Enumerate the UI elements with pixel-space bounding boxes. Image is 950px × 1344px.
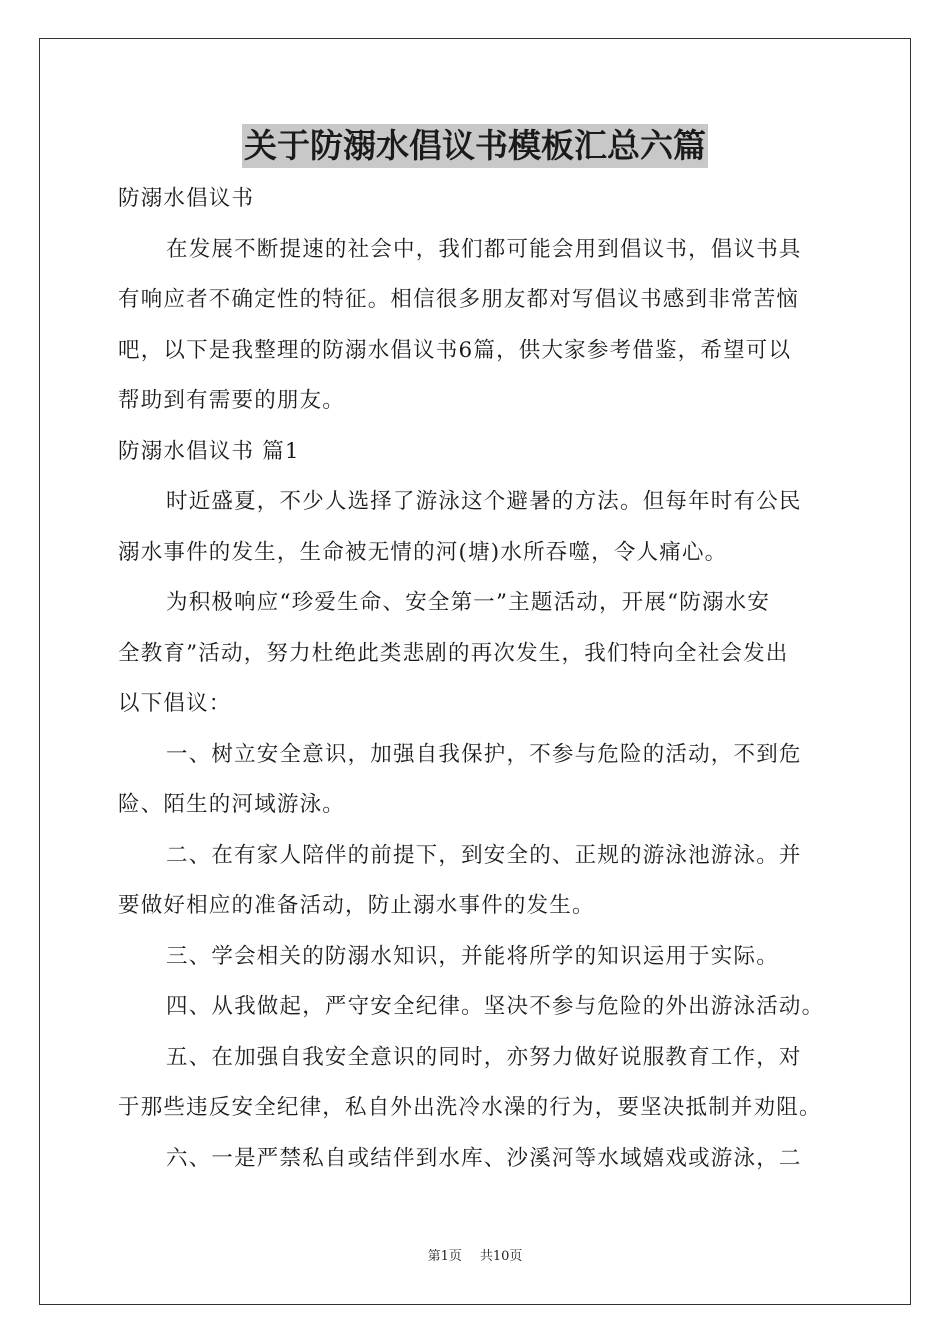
paragraph-line: 溺水事件的发生，生命被无情的河(塘)水所吞噬，令人痛心。 xyxy=(118,539,728,565)
paragraph-line: 为积极响应“珍爱生命、安全第一”主题活动，开展“防溺水安 xyxy=(166,590,771,615)
paragraph-line: 以下倡议： xyxy=(118,691,232,716)
paragraph-line: 时近盛夏，不少人选择了游泳这个避暑的方法。但每年时有公民 xyxy=(166,489,802,514)
paragraph-line: 吧，以下是我整理的防溺水倡议书6篇，供大家参考借鉴，希望可以 xyxy=(118,337,792,363)
document-title: 关于防溺水倡议书模板汇总六篇 xyxy=(242,124,708,168)
page-number: 第1页 xyxy=(427,1249,462,1264)
paragraph-line: 险、陌生的河域游泳。 xyxy=(118,792,346,817)
paragraph-line: 五、在加强自我安全意识的同时，亦努力做好说服教育工作，对 xyxy=(166,1044,802,1070)
paragraph-line: 要做好相应的准备活动，防止溺水事件的发生。 xyxy=(118,893,595,918)
paragraph-line: 帮助到有需要的朋友。 xyxy=(118,388,346,413)
paragraph-line: 四、从我做起，严守安全纪律。坚决不参与危险的外出游泳活动。 xyxy=(166,994,825,1019)
page-total: 共10页 xyxy=(479,1249,523,1264)
section-heading: 防溺水倡议书 篇1 xyxy=(118,438,300,464)
paragraph-line: 有响应者不确定性的特征。相信很多朋友都对写倡议书感到非常苦恼 xyxy=(118,287,800,312)
paragraph-line: 一、树立安全意识，加强自我保护，不参与危险的活动，不到危 xyxy=(166,741,802,767)
paragraph-line: 三、学会相关的防溺水知识，并能将所学的知识运用于实际。 xyxy=(166,943,779,969)
paragraph-line: 全教育”活动，努力杜绝此类悲剧的再次发生，我们特向全社会发出 xyxy=(118,640,789,666)
paragraph-line: 二、在有家人陪伴的前提下，到安全的、正规的游泳池游泳。并 xyxy=(166,842,802,868)
section-heading: 防溺水倡议书 xyxy=(118,186,255,211)
paragraph-line: 在发展不断提速的社会中，我们都可能会用到倡议书，倡议书具 xyxy=(166,236,802,262)
document-body xyxy=(118,176,838,1186)
paragraph-line: 于那些违反安全纪律，私自外出洗冷水澡的行为，要坚决抵制并劝阻。 xyxy=(118,1095,822,1120)
page-footer xyxy=(0,1248,950,1266)
title-container xyxy=(0,124,950,168)
paragraph-line: 六、一是严禁私自或结伴到水库、沙溪河等水域嬉戏或游泳，二 xyxy=(166,1145,802,1171)
